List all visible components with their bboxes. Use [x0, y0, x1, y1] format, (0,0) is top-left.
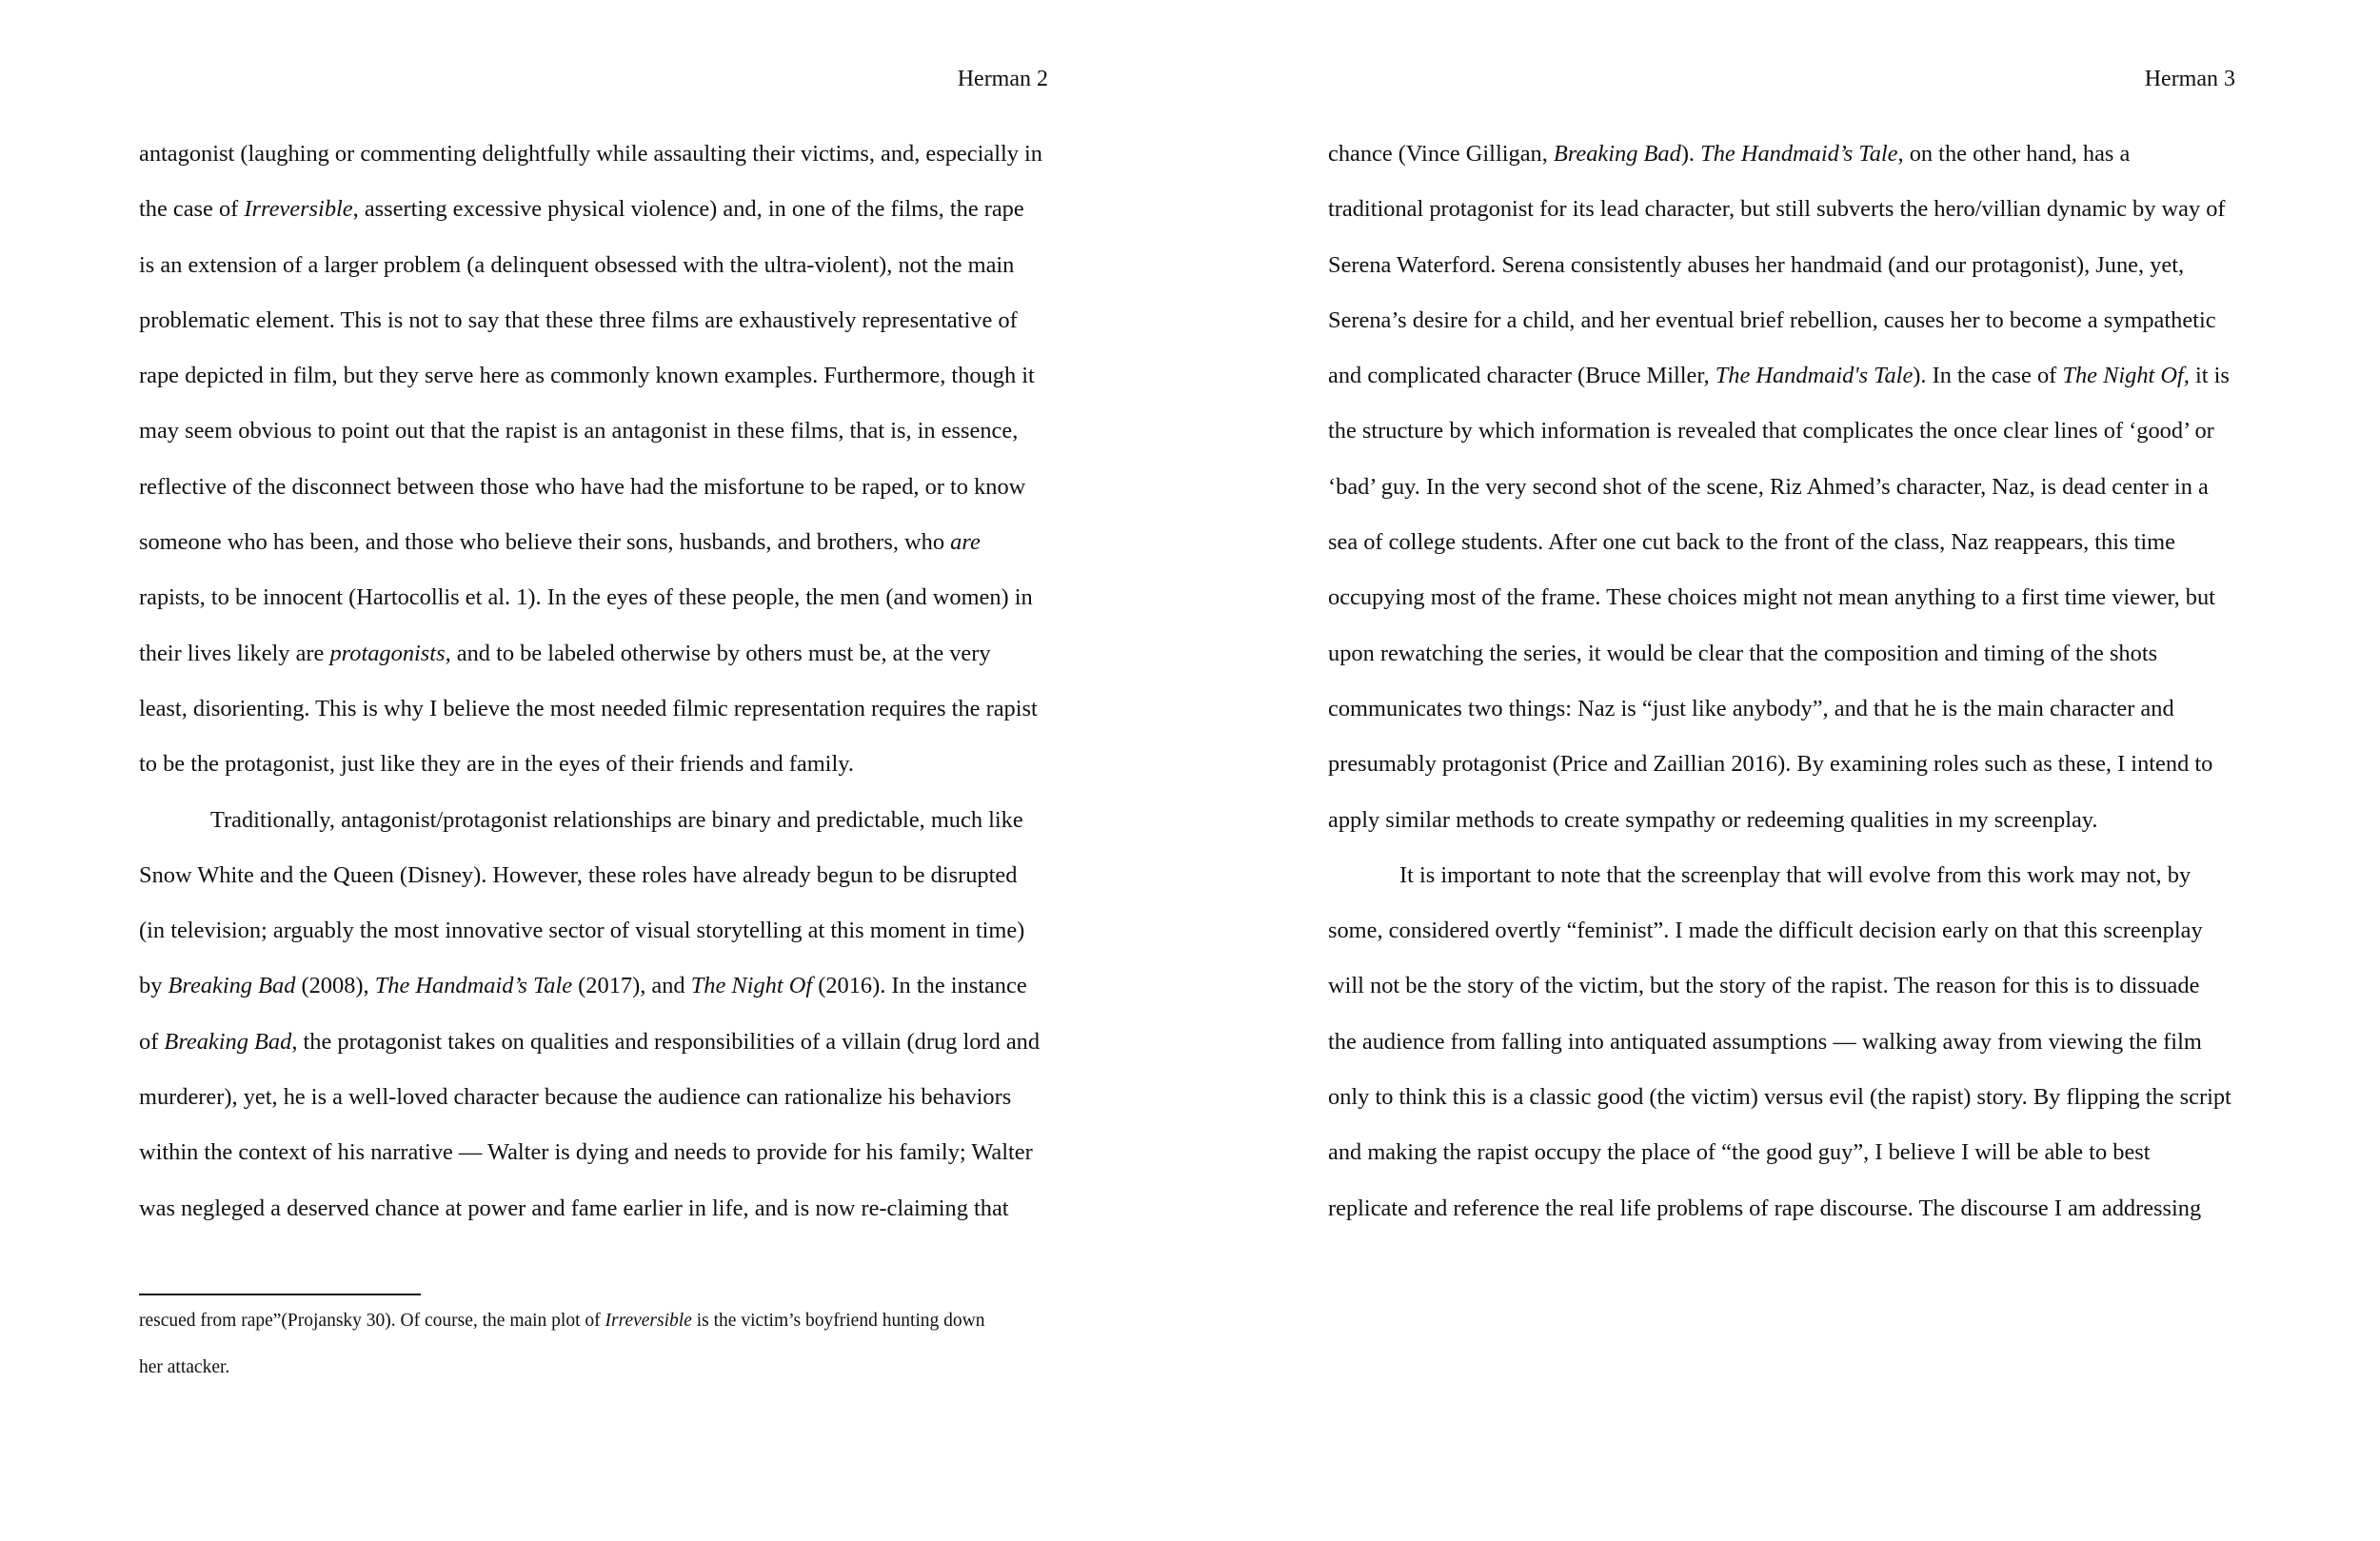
text-segment: ). — [1680, 141, 1701, 167]
italic-text: Irreversible — [605, 1311, 692, 1331]
text-segment: rape depicted in film, but they serve here as commonly known examples. Furthermore, though it — [139, 363, 1035, 389]
page-herman-3 — [1190, 0, 2380, 1541]
text-segment: upon rewatching the series, it would be clear that the composition and timing of the shots — [1328, 640, 2158, 666]
text-line — [139, 800, 1042, 856]
text-segment: ‘bad’ guy. In the very second shot of the scene, Riz Ahmed’s character, Naz, is dead center in a — [1328, 473, 2209, 500]
text-segment: rescued from rape”(Projansky 30). Of course, the main plot of — [139, 1311, 605, 1331]
text-segment: (2016). In the instance — [812, 973, 1027, 999]
text-line — [139, 246, 1042, 301]
page-body-text — [1328, 134, 2231, 1244]
text-segment: reflective of the disconnect between those who have had the misfortune to be raped, or to know — [139, 473, 1026, 500]
text-segment: rapists, to be innocent (Hartocollis et al. 1). In the eyes of these people, the men (and women) in — [139, 584, 1033, 611]
text-line — [1328, 467, 2231, 523]
text-segment: , asserting excessive physical violence) and, in one of the films, the rape — [352, 196, 1024, 223]
text-segment: (in television; arguably the most innovative sector of visual storytelling at this moment in time) — [139, 918, 1025, 944]
text-segment: occupying most of the frame. These choices might not mean anything to a first time viewer, but — [1328, 584, 2215, 611]
text-line — [1328, 189, 2231, 245]
italic-text: The Night Of — [690, 973, 813, 999]
text-line — [1328, 1077, 2231, 1133]
text-line — [139, 134, 1042, 189]
text-segment: Serena’s desire for a child, and her eventual brief rebellion, causes her to become a sympathetic — [1328, 306, 2216, 333]
page-body-text — [139, 134, 1042, 1244]
text-line — [139, 467, 1042, 523]
text-segment: and complicated character (Bruce Miller, — [1328, 363, 1716, 389]
text-segment: is an extension of a larger problem (a delinquent obsessed with the ultra-violent), not the main — [139, 251, 1015, 278]
text-line — [1328, 523, 2231, 578]
italic-text: The Handmaid's Tale — [1715, 363, 1914, 389]
text-segment: and making the rapist occupy the place of “the good guy”, I believe I will be able to best — [1328, 1139, 2151, 1166]
text-line — [1328, 411, 2231, 466]
text-line — [1328, 689, 2231, 744]
text-segment: only to think this is a classic good (the victim) versus evil (the rapist) story. By flipping the script — [1328, 1084, 2231, 1111]
text-segment: , and to be labeled otherwise by others must be, at the very — [445, 640, 991, 666]
text-segment: the case of — [139, 196, 245, 223]
italic-text: Irreversible — [244, 196, 353, 223]
text-segment: the structure by which information is revealed that complicates the once clear lines of ‘good’ or — [1328, 418, 2214, 445]
page-header: Herman 3 — [2144, 67, 2235, 91]
text-segment: , on the other hand, has a — [1897, 141, 2131, 167]
text-line — [1328, 634, 2231, 689]
text-segment: chance (Vince Gilligan, — [1328, 141, 1554, 167]
footnote-line — [139, 1352, 985, 1398]
text-segment: the audience from falling into antiquated assumptions — walking away from viewing the film — [1328, 1028, 2202, 1055]
text-line — [139, 689, 1042, 744]
text-segment: is the victim’s boyfriend hunting down — [691, 1311, 985, 1331]
italic-text: protagonists — [329, 640, 446, 666]
text-segment: Snow White and the Queen (Disney). However, these roles have already begun to be disrupted — [139, 861, 1018, 888]
italic-text: The Night Of, — [2062, 363, 2190, 389]
italic-text: Breaking Bad — [164, 1028, 292, 1055]
text-segment: may seem obvious to point out that the rapist is an antagonist in these films, that is, in essence, — [139, 418, 1019, 445]
text-line — [139, 1133, 1042, 1188]
text-segment: least, disorienting. This is why I believe the most needed filmic representation requires the rapist — [139, 695, 1038, 721]
text-segment: (2017), and — [572, 973, 691, 999]
text-line — [139, 856, 1042, 911]
text-segment: her attacker. — [139, 1357, 230, 1377]
text-segment: it is — [2189, 363, 2230, 389]
text-line — [139, 301, 1042, 356]
text-line — [139, 966, 1042, 1021]
text-line — [1328, 301, 2231, 356]
text-line — [1328, 1189, 2231, 1244]
page-header: Herman 2 — [957, 67, 1048, 91]
text-segment: someone who has been, and those who believe their sons, husbands, and brothers, who — [139, 529, 951, 556]
text-line — [1328, 578, 2231, 633]
text-line — [139, 411, 1042, 466]
text-line — [139, 1077, 1042, 1133]
text-line — [1328, 800, 2231, 856]
footnote-line — [139, 1305, 985, 1352]
italic-text: The Handmaid’s Tale — [1700, 141, 1898, 167]
italic-text: are — [950, 529, 981, 556]
footnote-separator — [139, 1294, 421, 1295]
text-segment: problematic element. This is not to say that these three films are exhaustively representative of — [139, 306, 1018, 333]
text-segment: It is important to note that the screenplay that will evolve from this work may not, by — [1399, 861, 2192, 888]
text-line — [139, 634, 1042, 689]
text-segment: Traditionally, antagonist/protagonist relationships are binary and predictable, much like — [210, 806, 1023, 833]
footnote — [139, 1305, 985, 1398]
text-line — [139, 578, 1042, 633]
text-line — [1328, 1022, 2231, 1077]
text-line — [139, 1022, 1042, 1077]
text-segment: (2008), — [295, 973, 375, 999]
text-segment: of — [139, 1028, 165, 1055]
italic-text: The Handmaid’s Tale — [374, 973, 573, 999]
text-segment: their lives likely are — [139, 640, 330, 666]
text-segment: was negleged a deserved chance at power and fame earlier in life, and is now re-claiming that — [139, 1195, 1009, 1221]
text-line — [1328, 911, 2231, 966]
text-line — [139, 189, 1042, 245]
italic-text: Breaking Bad — [1553, 141, 1681, 167]
text-line — [1328, 744, 2231, 800]
text-line — [1328, 356, 2231, 411]
text-line — [139, 744, 1042, 800]
text-line — [139, 356, 1042, 411]
text-line — [1328, 856, 2231, 911]
text-segment: presumably protagonist (Price and Zaillian 2016). By examining roles such as these, I intend to — [1328, 751, 2213, 778]
text-line — [139, 1189, 1042, 1244]
text-segment: Serena Waterford. Serena consistently abuses her handmaid (and our protagonist), June, yet, — [1328, 251, 2185, 278]
text-segment: communicates two things: Naz is “just like anybody”, and that he is the main character and — [1328, 695, 2174, 721]
text-segment: apply similar methods to create sympathy or redeeming qualities in my screenplay. — [1328, 806, 2098, 833]
text-segment: sea of college students. After one cut back to the front of the class, Naz reappears, this time — [1328, 529, 2175, 556]
text-segment: antagonist (laughing or commenting delightfully while assaulting their victims, and, especially in — [139, 141, 1043, 167]
text-segment: ). In the case of — [1913, 363, 2063, 389]
text-segment: , the protagonist takes on qualities and responsibilities of a villain (drug lord and — [291, 1028, 1041, 1055]
text-segment: some, considered overtly “feminist”. I made the difficult decision early on that this screenplay — [1328, 918, 2203, 944]
text-segment: by — [139, 973, 169, 999]
text-segment: within the context of his narrative — Walter is dying and needs to provide for his family; Walter — [139, 1139, 1033, 1166]
text-line — [1328, 1133, 2231, 1188]
text-segment: traditional protagonist for its lead character, but still subverts the hero/villian dynamic by way of — [1328, 196, 2226, 223]
text-line — [1328, 134, 2231, 189]
italic-text: Breaking Bad — [168, 973, 296, 999]
text-segment: to be the protagonist, just like they are in the eyes of their friends and family. — [139, 751, 854, 778]
text-line — [139, 523, 1042, 578]
text-line — [1328, 966, 2231, 1021]
text-line — [1328, 246, 2231, 301]
text-segment: will not be the story of the victim, but the story of the rapist. The reason for this is to dissuade — [1328, 973, 2200, 999]
text-segment: replicate and reference the real life problems of rape discourse. The discourse I am addressing — [1328, 1195, 2202, 1221]
text-line — [139, 911, 1042, 966]
text-segment: murderer), yet, he is a well-loved character because the audience can rationalize his behaviors — [139, 1084, 1012, 1111]
